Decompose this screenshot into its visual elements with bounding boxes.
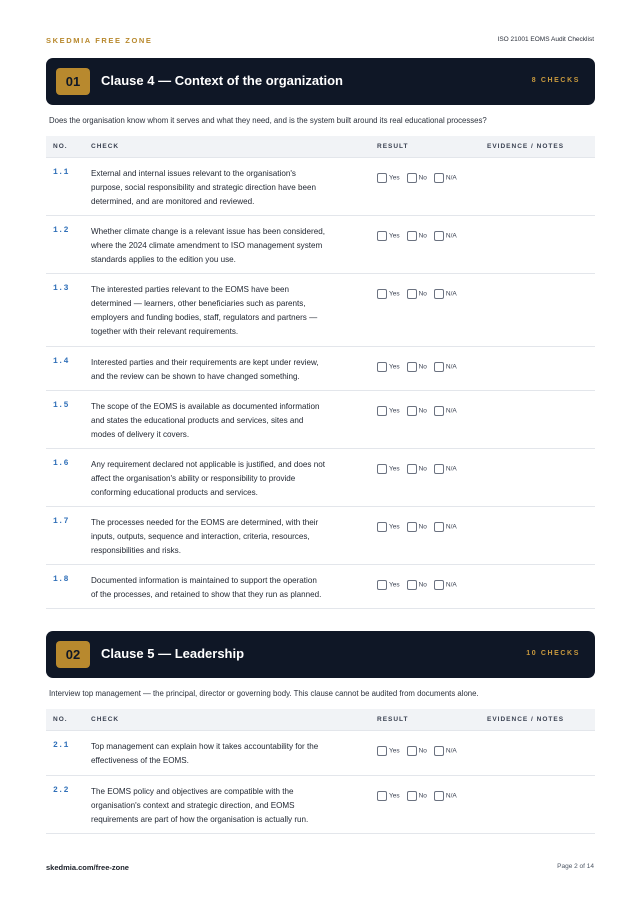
na-checkbox[interactable]: [434, 791, 444, 801]
result-option-na[interactable]: [434, 289, 457, 299]
result-option-yes[interactable]: [377, 406, 400, 416]
yes-label: Yes: [389, 747, 400, 755]
no-label: No: [418, 232, 427, 240]
check-text-line: requirements are part of how the organisation is actually run.: [91, 815, 309, 824]
check-text-line: External and internal issues relevant to the organisation's: [91, 169, 296, 178]
check-number: 1.4: [53, 357, 69, 366]
na-checkbox[interactable]: [434, 231, 444, 241]
check-number: 1.2: [53, 226, 69, 235]
check-text-line: organisation's context and strategic direction, and EOMS: [91, 801, 295, 810]
yes-label: Yes: [389, 407, 400, 415]
check-number: 1.8: [53, 575, 69, 584]
no-checkbox[interactable]: [407, 522, 417, 532]
yes-checkbox[interactable]: [377, 173, 387, 183]
table-row: [46, 776, 595, 834]
result-option-na[interactable]: [434, 746, 457, 756]
result-options: [377, 787, 464, 800]
result-option-yes[interactable]: [377, 362, 400, 372]
result-option-na[interactable]: [434, 791, 457, 801]
check-text-line: The EOMS policy and objectives are compatible with the: [91, 787, 294, 796]
na-checkbox[interactable]: [434, 746, 444, 756]
result-option-yes[interactable]: [377, 580, 400, 590]
clause-check-count: 10 CHECKS: [526, 650, 580, 657]
result-option-yes[interactable]: [377, 746, 400, 756]
check-text: [91, 516, 367, 558]
column-header-evidence: EVIDENCE / NOTES: [487, 143, 565, 150]
column-header-result: RESULT: [377, 143, 409, 150]
clause-section: [46, 58, 595, 609]
check-text: [91, 283, 367, 339]
yes-label: Yes: [389, 174, 400, 182]
result-options: [377, 576, 464, 589]
no-checkbox[interactable]: [407, 231, 417, 241]
check-text-line: where the 2024 climate amendment to ISO management system: [91, 241, 323, 250]
yes-label: Yes: [389, 290, 400, 298]
no-label: No: [418, 407, 427, 415]
na-checkbox[interactable]: [434, 289, 444, 299]
na-label: N/A: [445, 523, 457, 531]
clause-number-badge: 02: [56, 641, 90, 668]
yes-label: Yes: [389, 465, 400, 473]
check-text: [91, 225, 367, 267]
no-label: No: [418, 174, 427, 182]
result-option-yes[interactable]: [377, 464, 400, 474]
no-checkbox[interactable]: [407, 580, 417, 590]
check-text-line: modes of delivery it covers.: [91, 430, 190, 439]
clause-check-count: 8 CHECKS: [531, 77, 580, 84]
check-number: 2.2: [53, 786, 69, 795]
result-option-no[interactable]: [407, 791, 427, 801]
check-text: [91, 740, 367, 768]
yes-checkbox[interactable]: [377, 522, 387, 532]
no-checkbox[interactable]: [407, 406, 417, 416]
check-text: [91, 400, 367, 442]
na-label: N/A: [445, 290, 457, 298]
check-text-line: employers and funding bodies, staff, regulators and partners —: [91, 313, 318, 322]
result-option-yes[interactable]: [377, 522, 400, 532]
result-option-no[interactable]: [407, 362, 427, 372]
table-header: [46, 136, 595, 158]
table-row: [46, 347, 595, 391]
check-number: 2.1: [53, 741, 69, 750]
clause-header: [46, 631, 595, 678]
result-options: [377, 227, 464, 240]
page-number: Page 2 of 14: [557, 863, 594, 870]
clause-intro: Does the organisation know whom it serves and what they need, and is the system built around its real educational processes?: [49, 116, 487, 125]
clause-intro: Interview top management — the principal, director or governing body. This clause cannot be audited from documents alone.: [49, 689, 479, 698]
no-checkbox[interactable]: [407, 173, 417, 183]
na-label: N/A: [445, 747, 457, 755]
table-row: [46, 449, 595, 507]
result-option-na[interactable]: [434, 173, 457, 183]
check-number: 1.3: [53, 284, 69, 293]
na-label: N/A: [445, 407, 457, 415]
check-text-line: and states the educational products and services, sites and: [91, 416, 304, 425]
yes-checkbox[interactable]: [377, 746, 387, 756]
page-footer: [46, 863, 594, 875]
result-options: [377, 358, 464, 371]
no-label: No: [418, 747, 427, 755]
yes-label: Yes: [389, 232, 400, 240]
na-label: N/A: [445, 792, 457, 800]
check-number: 1.7: [53, 517, 69, 526]
check-text: [91, 356, 367, 384]
na-label: N/A: [445, 363, 457, 371]
clause-number-badge: 01: [56, 68, 90, 95]
result-option-na[interactable]: [434, 464, 457, 474]
table-row: [46, 274, 595, 347]
na-label: N/A: [445, 174, 457, 182]
result-options: [377, 518, 464, 531]
result-option-no[interactable]: [407, 289, 427, 299]
check-text-line: The interested parties relevant to the EOMS have been: [91, 285, 289, 294]
check-number: 1.1: [53, 168, 69, 177]
check-text-line: effectiveness of the EOMS.: [91, 756, 189, 765]
na-checkbox[interactable]: [434, 522, 444, 532]
na-label: N/A: [445, 465, 457, 473]
no-checkbox[interactable]: [407, 791, 417, 801]
result-options: [377, 742, 464, 755]
column-header-no: NO.: [53, 716, 68, 723]
result-options: [377, 402, 464, 415]
yes-checkbox[interactable]: [377, 231, 387, 241]
result-option-no[interactable]: [407, 406, 427, 416]
check-text-line: The processes needed for the EOMS are determined, with their: [91, 518, 319, 527]
na-checkbox[interactable]: [434, 580, 444, 590]
yes-checkbox[interactable]: [377, 791, 387, 801]
no-label: No: [418, 792, 427, 800]
na-label: N/A: [445, 581, 457, 589]
check-number: 1.6: [53, 459, 69, 468]
column-header-check: CHECK: [91, 143, 120, 150]
column-header-no: NO.: [53, 143, 68, 150]
na-checkbox[interactable]: [434, 362, 444, 372]
result-option-no[interactable]: [407, 522, 427, 532]
na-checkbox[interactable]: [434, 173, 444, 183]
yes-checkbox[interactable]: [377, 406, 387, 416]
footer-site-link[interactable]: skedmia.com/free-zone: [46, 863, 129, 872]
result-option-yes[interactable]: [377, 173, 400, 183]
result-options: [377, 285, 464, 298]
brand-name: SKEDMIA FREE ZONE: [46, 36, 153, 45]
check-text-line: The scope of the EOMS is available as documented information: [91, 402, 320, 411]
page-header: [46, 36, 594, 48]
yes-label: Yes: [389, 523, 400, 531]
result-option-yes[interactable]: [377, 791, 400, 801]
column-header-evidence: EVIDENCE / NOTES: [487, 716, 565, 723]
column-header-check: CHECK: [91, 716, 120, 723]
no-label: No: [418, 290, 427, 298]
check-text-line: and the review can be shown to have changed something.: [91, 372, 300, 381]
table-row: [46, 565, 595, 609]
document-title: ISO 21001 EOMS Audit Checklist: [497, 36, 594, 43]
na-label: N/A: [445, 232, 457, 240]
column-header-result: RESULT: [377, 716, 409, 723]
result-option-na[interactable]: [434, 580, 457, 590]
no-checkbox[interactable]: [407, 289, 417, 299]
yes-checkbox[interactable]: [377, 464, 387, 474]
result-option-yes[interactable]: [377, 289, 400, 299]
yes-checkbox[interactable]: [377, 289, 387, 299]
yes-label: Yes: [389, 792, 400, 800]
result-option-no[interactable]: [407, 580, 427, 590]
no-checkbox[interactable]: [407, 362, 417, 372]
result-option-yes[interactable]: [377, 231, 400, 241]
no-label: No: [418, 465, 427, 473]
no-label: No: [418, 523, 427, 531]
check-text: [91, 458, 367, 500]
check-text-line: Documented information is maintained to support the operation: [91, 576, 317, 585]
check-text-line: Whether climate change is a relevant issue has been considered,: [91, 227, 325, 236]
check-text-line: affect the organisation's ability or responsibility to provide: [91, 474, 296, 483]
result-option-na[interactable]: [434, 362, 457, 372]
na-checkbox[interactable]: [434, 406, 444, 416]
result-options: [377, 460, 464, 473]
table-row: [46, 507, 595, 565]
check-text-line: inputs, outputs, sequence and interaction, criteria, resources,: [91, 532, 310, 541]
yes-label: Yes: [389, 363, 400, 371]
no-checkbox[interactable]: [407, 464, 417, 474]
check-text-line: standards applies to the edition you use.: [91, 255, 236, 264]
result-options: [377, 169, 464, 182]
yes-label: Yes: [389, 581, 400, 589]
check-text: [91, 574, 367, 602]
check-text-line: Any requirement declared not applicable is justified, and does not: [91, 460, 325, 469]
no-label: No: [418, 581, 427, 589]
check-number: 1.5: [53, 401, 69, 410]
check-text: [91, 167, 367, 209]
table-row: [46, 391, 595, 449]
result-option-no[interactable]: [407, 231, 427, 241]
result-option-no[interactable]: [407, 746, 427, 756]
no-label: No: [418, 363, 427, 371]
check-text-line: of the processes, and retained to show that they run as planned.: [91, 590, 322, 599]
table-row: [46, 216, 595, 274]
yes-checkbox[interactable]: [377, 580, 387, 590]
check-text-line: responsibilities and risks.: [91, 546, 181, 555]
table-row: [46, 731, 595, 776]
result-option-no[interactable]: [407, 464, 427, 474]
yes-checkbox[interactable]: [377, 362, 387, 372]
check-text-line: Interested parties and their requirements are kept under review,: [91, 358, 319, 367]
result-option-na[interactable]: [434, 522, 457, 532]
result-option-no[interactable]: [407, 173, 427, 183]
check-text-line: determined — learners, other beneficiaries such as parents,: [91, 299, 306, 308]
clause-title: Clause 4 — Context of the organization: [101, 73, 343, 88]
table-row: [46, 158, 595, 216]
check-text: [91, 785, 367, 827]
clause-section: [46, 631, 595, 834]
no-checkbox[interactable]: [407, 746, 417, 756]
clause-title: Clause 5 — Leadership: [101, 646, 245, 661]
clause-header: [46, 58, 595, 105]
check-text-line: determined, and are monitored and reviewed.: [91, 197, 255, 206]
check-text-line: Top management can explain how it takes accountability for the: [91, 742, 319, 751]
table-header: [46, 709, 595, 731]
result-option-na[interactable]: [434, 406, 457, 416]
result-option-na[interactable]: [434, 231, 457, 241]
check-text-line: together with their relevant requirements.: [91, 327, 239, 336]
na-checkbox[interactable]: [434, 464, 444, 474]
check-text-line: conforming educational products and services.: [91, 488, 258, 497]
check-text-line: purpose, social responsibility and strategic direction have been: [91, 183, 316, 192]
